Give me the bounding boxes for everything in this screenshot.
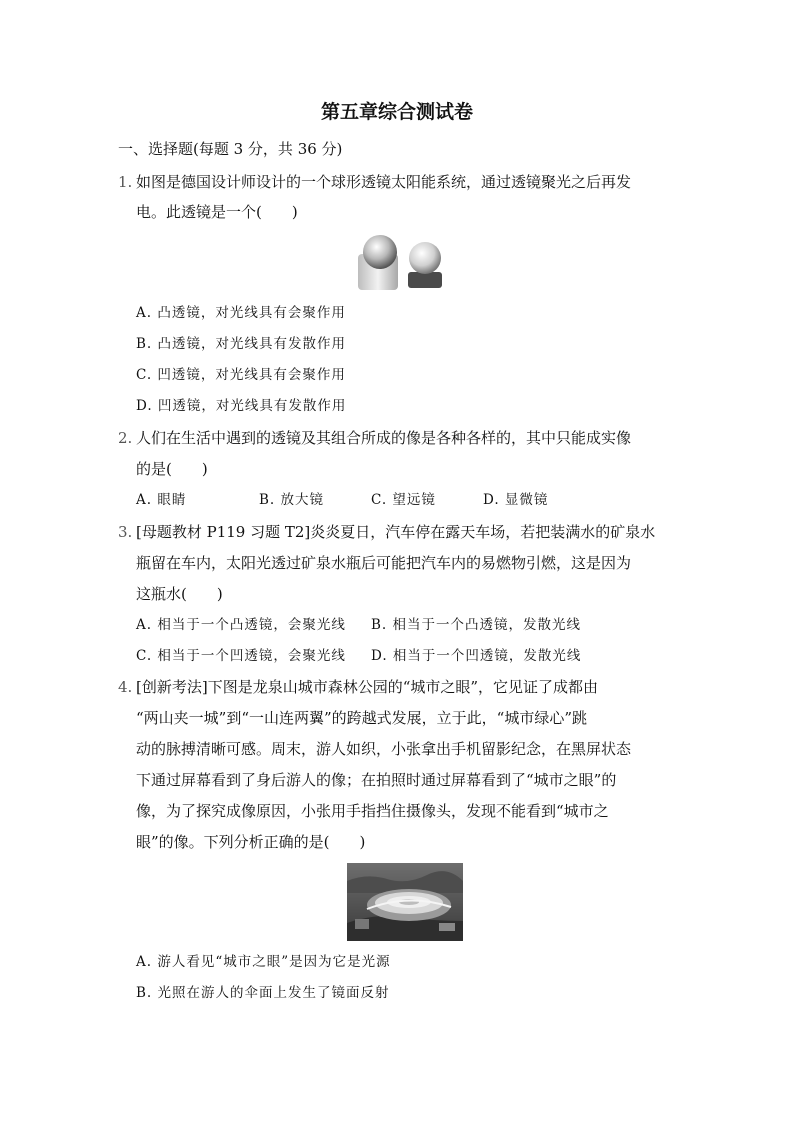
q1-option-d: D. 凹透镜，对光线具有发散作用: [136, 398, 347, 414]
q3-stem-line3: 这瓶水( ): [136, 585, 223, 603]
section-heading: 一、选择题(每题 3 分，共 36 分): [118, 140, 343, 158]
page-title: 第五章综合测试卷: [320, 101, 473, 123]
q1-stem-line2: 电。此透镜是一个( ): [136, 203, 298, 221]
q1-number: 1.: [118, 173, 133, 191]
q3-number: 3.: [118, 523, 133, 541]
city-eye-aerial-photo: [347, 863, 463, 941]
q2-option-c: C. 望远镜: [371, 492, 436, 508]
q2-stem-line1: 人们在生活中遇到的透镜及其组合所成的像是各种各样的，其中只能成实像: [136, 429, 632, 447]
q2-option-b: B. 放大镜: [259, 492, 325, 508]
q2-option-d: D. 显微镜: [483, 492, 549, 508]
q1-option-c: C. 凹透镜，对光线具有会聚作用: [136, 367, 346, 383]
q4-stem-line6: 眼”的像。下列分析正确的是( ): [136, 833, 366, 851]
q4-option-a: A. 游人看见“城市之眼”是因为它是光源: [136, 954, 391, 970]
q2-option-a: A. 眼睛: [136, 492, 187, 508]
q2-stem-line2: 的是( ): [136, 460, 208, 478]
lens-sphere-image: [352, 232, 450, 292]
q4-stem-line2: “两山夹一城”到“一山连两翼”的跨越式发展，立于此，“城市绿心”跳: [136, 709, 588, 727]
q4-option-b: B. 光照在游人的伞面上发生了镜面反射: [136, 985, 390, 1001]
q3-option-c: C. 相当于一个凹透镜，会聚光线: [136, 648, 346, 664]
q3-stem-line1: [母题教材 P119 习题 T2]炎炎夏日，汽车停在露天车场，若把装满水的矿泉水: [136, 523, 656, 541]
q3-option-d: D. 相当于一个凹透镜，发散光线: [371, 648, 582, 664]
q3-option-b: B. 相当于一个凸透镜，发散光线: [371, 617, 582, 633]
q1-option-a: A. 凸透镜，对光线具有会聚作用: [136, 305, 346, 321]
q4-stem-line4: 下通过屏幕看到了身后游人的像；在拍照时通过屏幕看到了“城市之眼”的: [136, 771, 617, 789]
q4-stem-line1: [创新考法]下图是龙泉山城市森林公园的“城市之眼”，它见证了成都由: [136, 678, 599, 696]
q1-option-b: B. 凸透镜，对光线具有发散作用: [136, 336, 347, 352]
q3-stem-line2: 瓶留在车内，太阳光透过矿泉水瓶后可能把汽车内的易燃物引燃，这是因为: [136, 554, 632, 572]
q4-stem-line3: 动的脉搏清晰可感。周末，游人如织，小张拿出手机留影纪念，在黑屏状态: [136, 740, 632, 758]
q2-number: 2.: [118, 429, 133, 447]
q3-option-a: A. 相当于一个凸透镜，会聚光线: [136, 617, 346, 633]
q1-stem-line1: 如图是德国设计师设计的一个球形透镜太阳能系统，通过透镜聚光之后再发: [136, 173, 632, 191]
q4-number: 4.: [118, 678, 133, 696]
q4-stem-line5: 像，为了探究成像原因，小张用手指挡住摄像头，发现不能看到“城市之: [136, 802, 609, 820]
